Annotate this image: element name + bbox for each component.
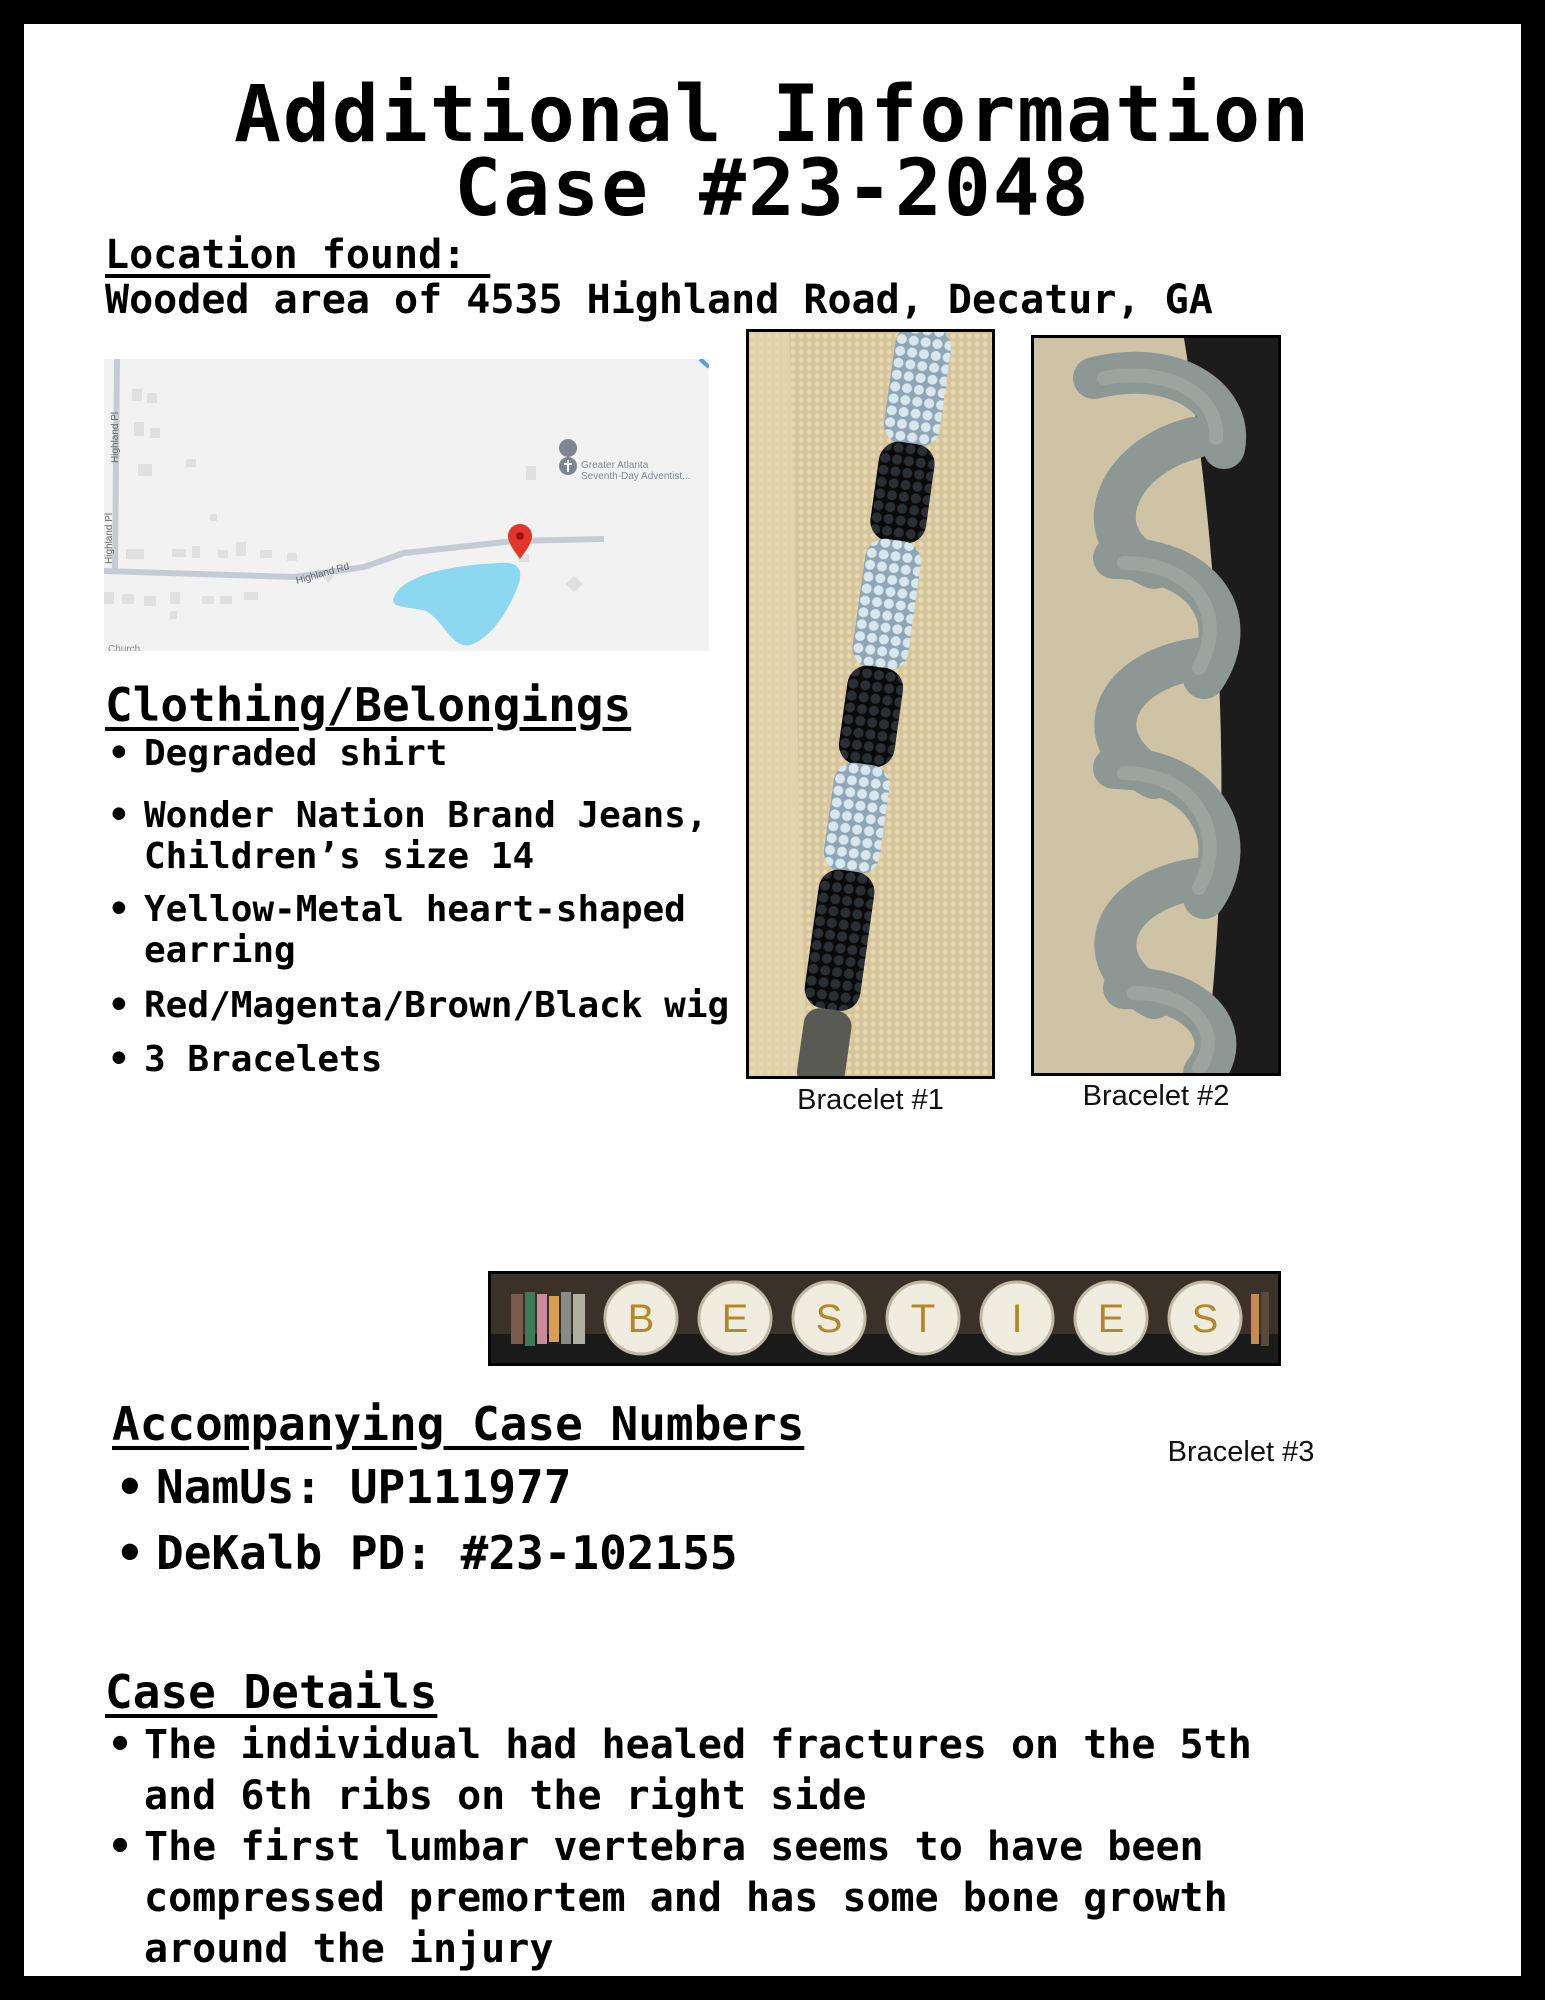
case-details-heading: Case Details	[105, 1665, 438, 1719]
clothing-item	[104, 983, 744, 1029]
map-label-highland-rd: Highland Rd	[294, 561, 351, 587]
page-title-line1: Additional Information	[233, 70, 1312, 160]
map-bottom-label: Church	[108, 644, 141, 651]
map-poi-label-line2: Seventh-Day Adventist...	[581, 471, 691, 482]
case-detail-text: The individual had healed fractures on the 5th	[144, 1722, 1252, 1768]
clothing-item	[104, 889, 744, 971]
case-detail-item	[104, 1822, 1514, 1975]
case-detail-text: The first lumbar vertebra seems to have been	[144, 1824, 1204, 1870]
clothing-item	[104, 1037, 744, 1083]
clothing-item-text: Red/Magenta/Brown/Black wig	[144, 985, 730, 1026]
case-detail-text: around the injury	[144, 1926, 554, 1972]
bracelet-3-caption: Bracelet #3	[1167, 1436, 1315, 1468]
clothing-item-text: 3 Bracelets	[144, 1039, 383, 1080]
bracelet-1-caption: Bracelet #1	[797, 1084, 944, 1116]
case-detail-text: and 6th ribs on the right side	[144, 1773, 867, 1819]
bracelet-1-photo	[746, 329, 995, 1079]
case-number-item	[112, 1454, 912, 1520]
bracelet-3-photo	[488, 1271, 1281, 1366]
bead-letter: E	[721, 1297, 749, 1341]
bracelet-2-photo	[1031, 335, 1281, 1076]
bead-letter: S	[1191, 1297, 1219, 1341]
case-detail-text: compressed premortem and has some bone growth	[144, 1875, 1228, 1921]
case-detail-item	[104, 1720, 1514, 1822]
map-label-highland-pl-2: Highland Pl	[104, 512, 115, 564]
clothing-item-text: Degraded shirt	[144, 733, 448, 774]
page-title-line2: Case #23-2048	[454, 144, 1091, 234]
case-numbers-heading: Accompanying Case Numbers	[112, 1397, 805, 1451]
bead-letter: S	[815, 1297, 843, 1341]
case-number-item	[112, 1520, 912, 1586]
map-label-highland-pl-1: Highland Pl	[110, 411, 121, 463]
map-poi-label-line1: Greater Atlanta	[581, 460, 649, 471]
clothing-item-text: earring	[144, 930, 296, 971]
location-address: Wooded area of 4535 Highland Road, Decatur, GA	[105, 277, 1213, 323]
clothing-item	[104, 731, 744, 777]
document-page	[24, 24, 1521, 1976]
bead-letter: B	[627, 1297, 655, 1341]
case-numbers-list	[112, 1454, 912, 1586]
clothing-item-text: Wonder Nation Brand Jeans,	[144, 795, 708, 836]
bracelet-2-caption: Bracelet #2	[1082, 1080, 1230, 1112]
clothing-item	[104, 795, 744, 877]
case-number-text: DeKalb PD: #23-102155	[156, 1526, 738, 1580]
bead-letter: I	[1011, 1297, 1023, 1341]
clothing-list	[104, 731, 744, 1083]
clothing-item-text: Yellow-Metal heart-shaped	[144, 889, 686, 930]
case-number-text: NamUs: UP111977	[156, 1460, 572, 1514]
clothing-heading: Clothing/Belongings	[105, 678, 632, 732]
bead-letter: E	[1097, 1297, 1125, 1341]
case-details-list	[104, 1720, 1514, 1975]
clothing-item-text: Children’s size 14	[144, 836, 535, 877]
location-map	[104, 359, 709, 651]
location-heading: Location found:	[105, 232, 491, 278]
bead-letter: T	[910, 1297, 936, 1341]
